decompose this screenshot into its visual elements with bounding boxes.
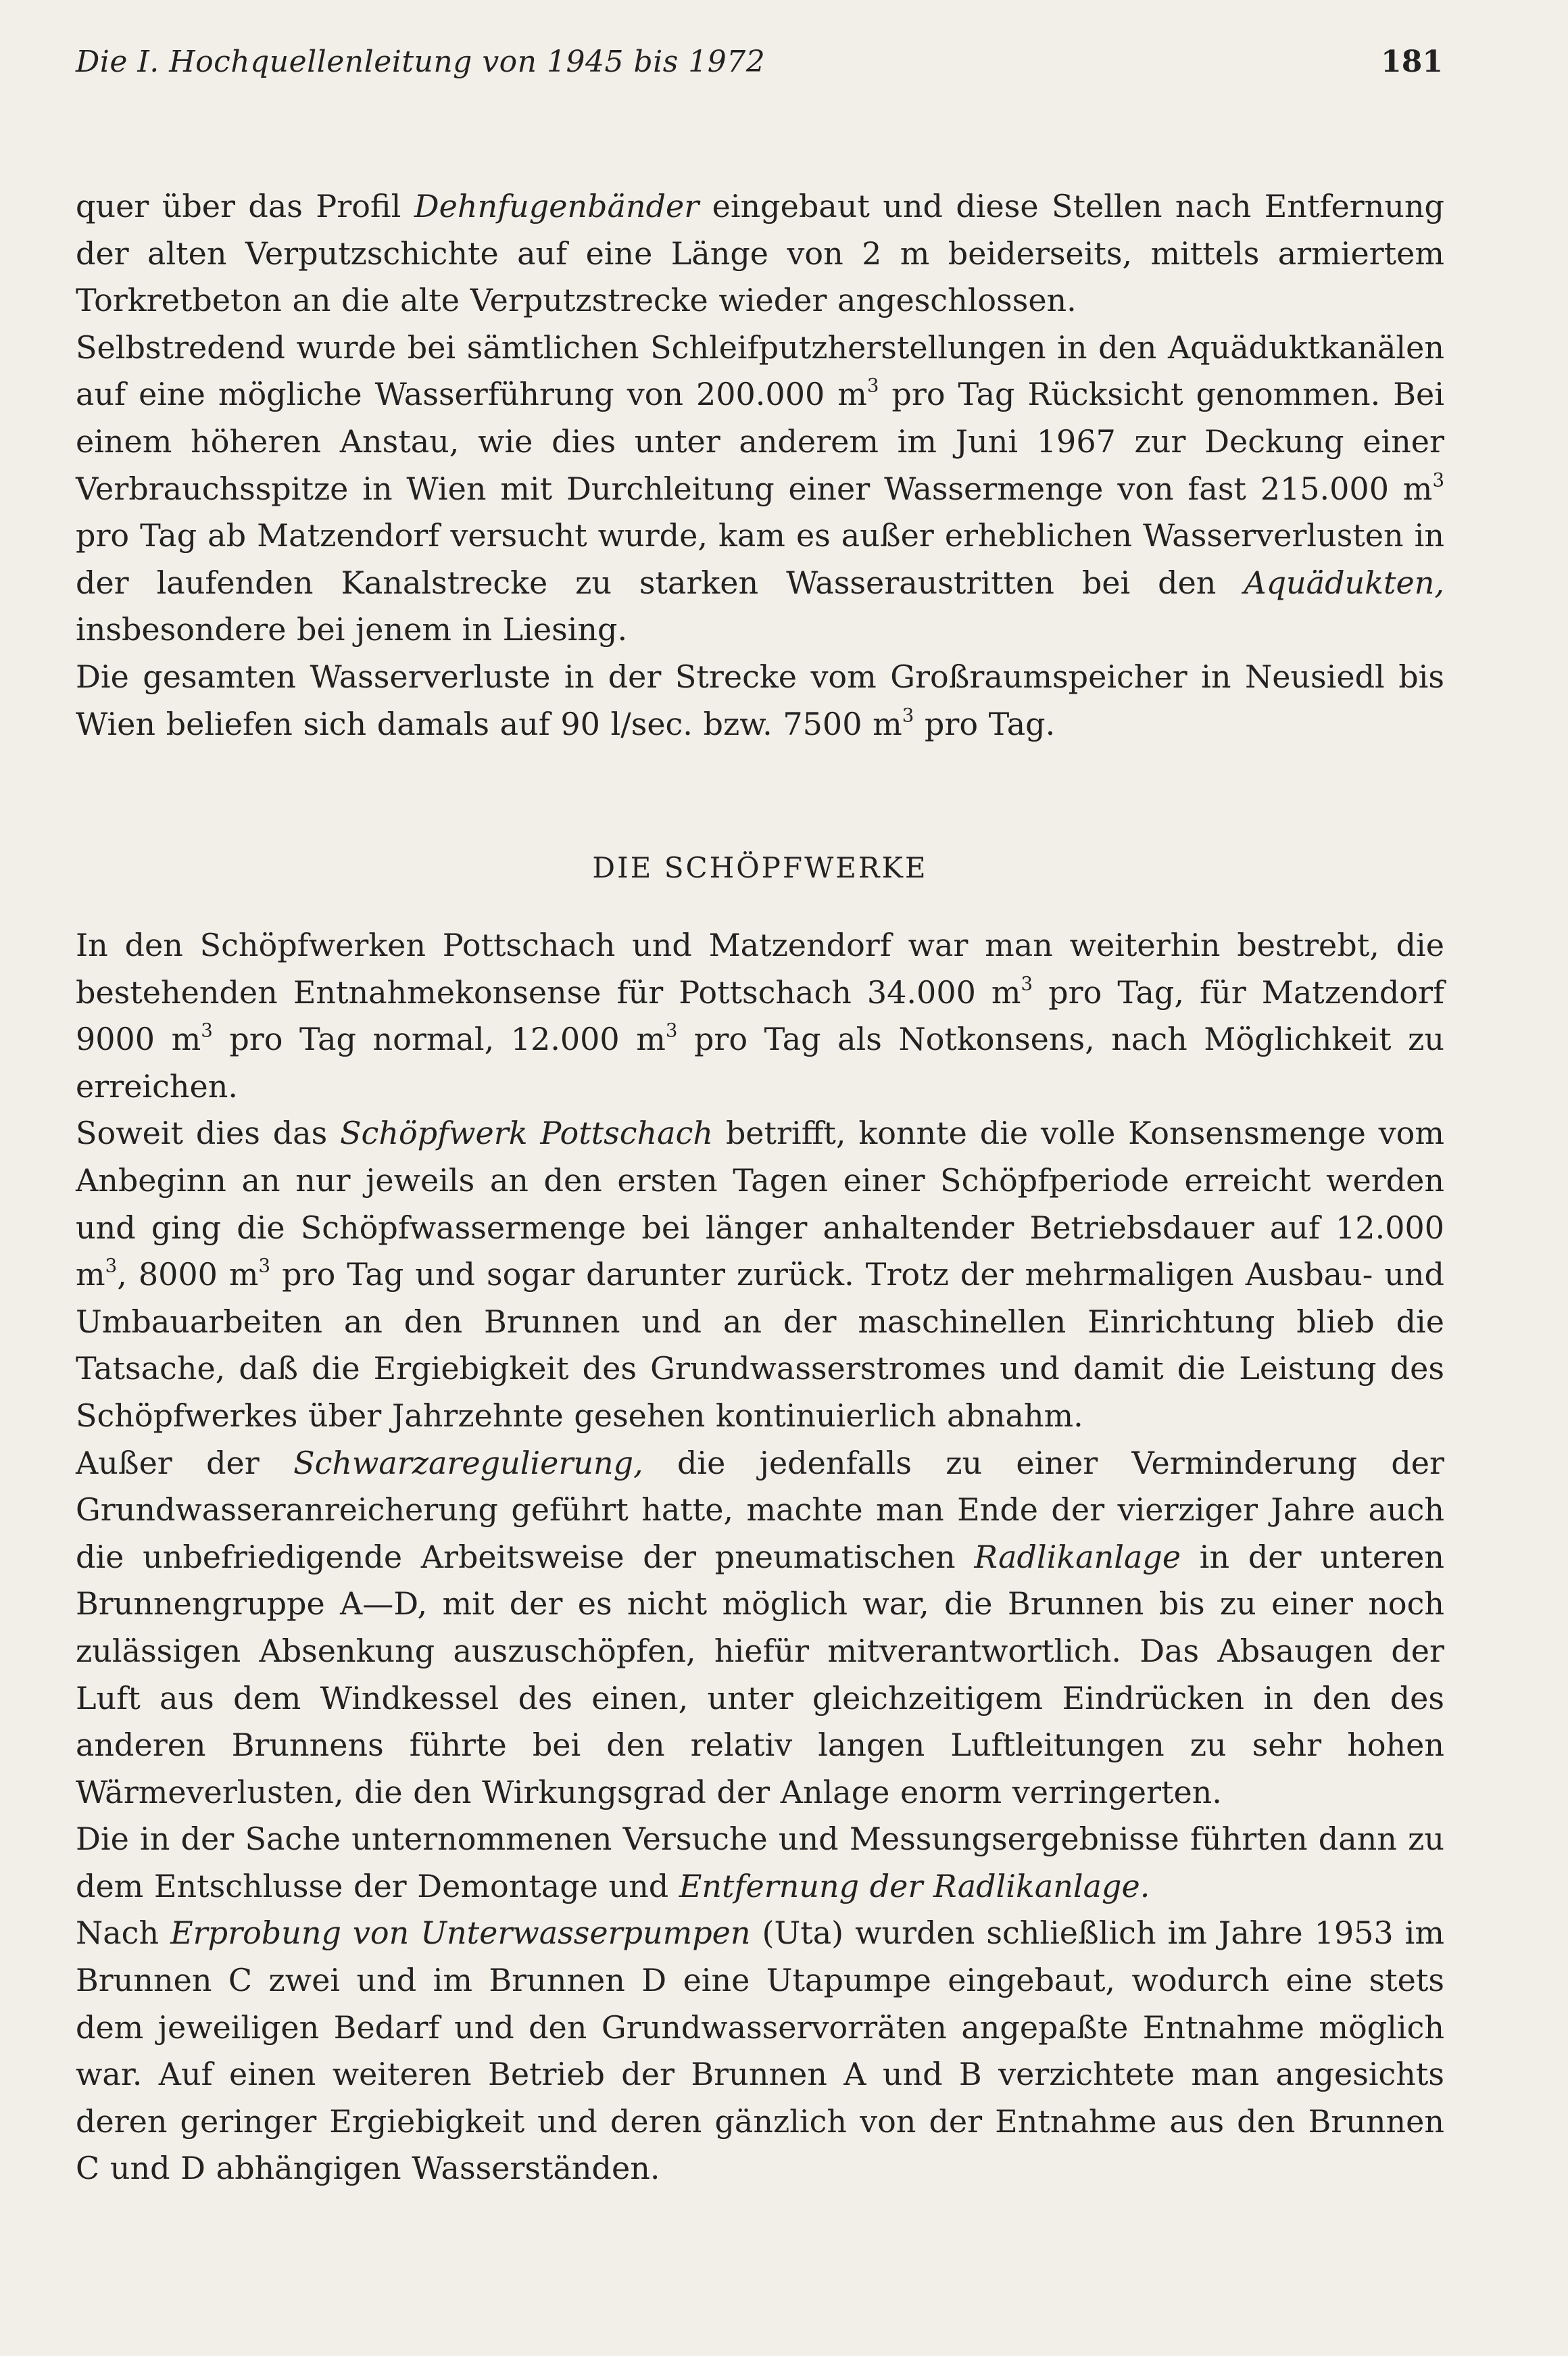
text-block-top [76, 183, 1444, 748]
paragraph: Die gesamten Wasserverluste in der Strecke vom Großraumspeicher in Neusiedl bis Wien beliefen sich damals auf 90 l/sec. bzw. 7500 $m^3$ pro Tag. [76, 658, 1444, 742]
paragraph: Nach Erprobung von Unterwasserpumpen (Uta) wurden schließlich im Jahre 1953 im Brunnen C zwei und im Brunnen D eine Utapumpe eingebaut, wodurch eine stets dem jeweiligen Bedarf und den Grundwasservorräten angepaßte Entnahme möglich war. Auf einen weiteren Betrieb der Brunnen A und B verzichtete man angesichts deren geringer Ergiebigkeit und deren gänzlich von der Entnahme aus den Brunnen C und D abhängigen Wasserständen. [76, 1915, 1444, 2187]
running-header [76, 35, 1443, 89]
running-title: Die I. Hochquellenleitung von 1945 bis 1972 [76, 45, 766, 79]
paragraph: Außer der Schwarzaregulierung, die jedenfalls zu einer Verminderung der Grundwasseranreicherung geführt hatte, machte man Ende der vierziger Jahre auch die unbefriedigende Arbeitsweise der pneumatischen Radlikanlage in der unteren Brunnengruppe A—D, mit der es nicht möglich war, die Brunnen bis zu einer noch zulässigen Absenkung auszuschöpfen, hiefür mitverantwortlich. Das Absaugen der Luft aus dem Windkessel des einen, unter gleichzeitigem Eindrücken in den des anderen Brunnens führte bei den relativ langen Luftleitungen zu sehr hohen Wärmeverlusten, die den Wirkungsgrad der Anlage enorm verringerten. [76, 1444, 1444, 1810]
paragraph: quer über das Profil Dehnfugenbänder eingebaut und diese Stellen nach Entfernung der alten Verputzschichte auf eine Länge von 2 m beiderseits, mittels armiertem Torkretbeton an die alte Verputzstrecke wieder angeschlossen. [76, 188, 1444, 319]
page-number: 181 [1381, 45, 1443, 79]
paragraph: Soweit dies das Schöpfwerk Pottschach betrifft, konnte die volle Konsensmenge vom Anbeginn an nur jeweils an den ersten Tagen einer Schöpfperiode erreicht werden und ging die Schöpfwassermenge bei länger anhaltender Betriebsdauer auf 12.000 $m^3$, 8000 $m^3$ pro Tag und sogar darunter zurück. Trotz der mehrmaligen Ausbau- und Umbauarbeiten an den Brunnen und an der maschinellen Einrichtung blieb die Tatsache, daß die Ergiebigkeit des Grundwasserstromes und damit die Leistung des Schöpfwerkes über Jahrzehnte gesehen kontinuierlich abnahm. [76, 1115, 1444, 1434]
paragraph: Selbstredend wurde bei sämtlichen Schleifputzherstellungen in den Aquäduktkanälen auf eine mögliche Wasserführung von 200.000 $m^3$ pro Tag Rücksicht genommen. Bei einem höheren Anstau, wie dies unter anderem im Juni 1967 zur Deckung einer Verbrauchsspitze in Wien mit Durchleitung einer Wassermenge von fast 215.000 $m^3$ pro Tag ab Matzendorf versucht wurde, kam es außer erheblichen Wasserverlusten in der laufenden Kanalstrecke zu starken Wasseraustritten bei den Aquädukten, insbesondere bei jenem in Liesing. [76, 329, 1444, 648]
section-heading: DIE SCHÖPFWERKE [592, 851, 928, 884]
paragraph: In den Schöpfwerken Pottschach und Matzendorf war man weiterhin bestrebt, die bestehenden Entnahmekonsense für Pottschach 34.000 $m^3$ pro Tag, für Matzendorf 9000 $m^3$ pro Tag normal, 12.000 $m^3$ pro Tag als Notkonsens, nach Möglichkeit zu erreichen. [76, 927, 1445, 1105]
text-block-bottom [76, 922, 1444, 2192]
paragraph: Die in der Sache unternommenen Versuche und Messungsergebnisse führten dann zu dem Entschlusse der Demontage und Entfernung der Radlikanlage. [76, 1821, 1444, 1904]
